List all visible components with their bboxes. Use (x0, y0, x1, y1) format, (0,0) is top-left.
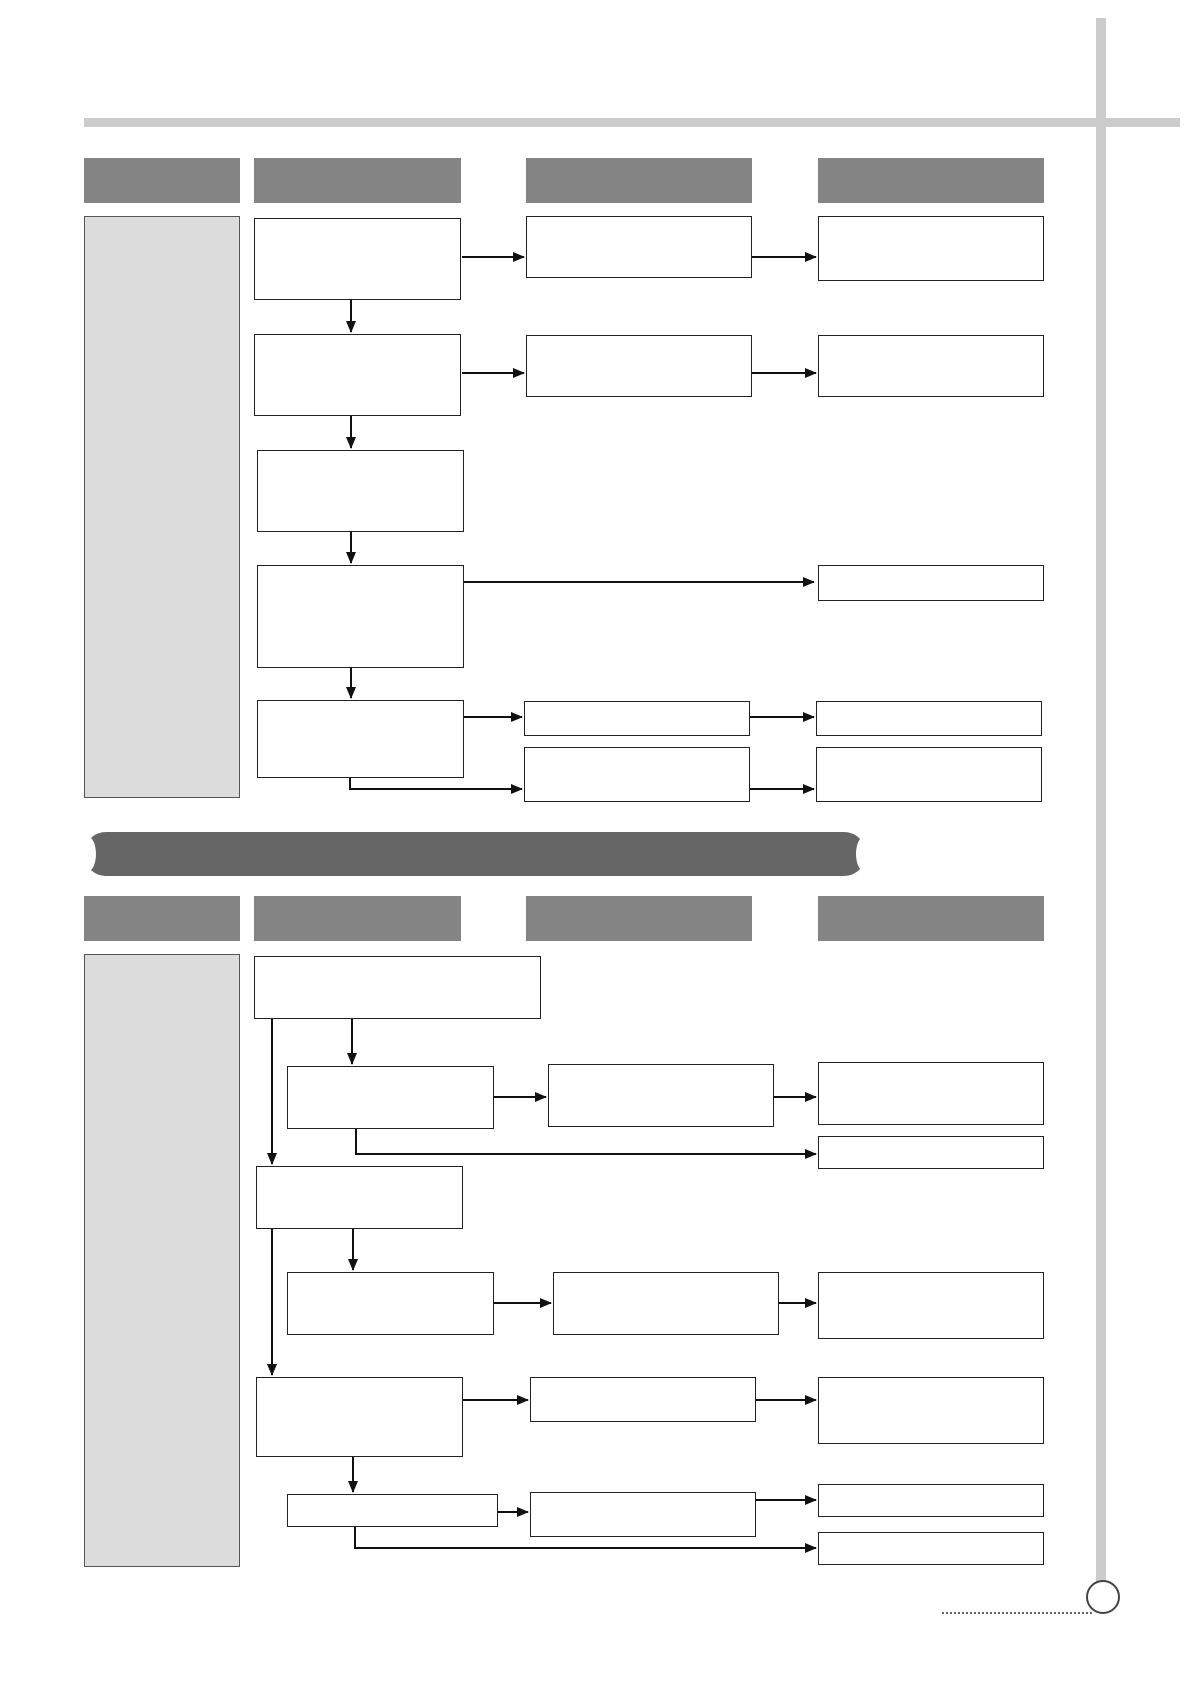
page-number-leader (942, 1612, 1092, 1614)
arrow (356, 1129, 816, 1154)
page-number-badge (1086, 1580, 1120, 1614)
arrow (350, 778, 522, 789)
arrow (355, 1527, 816, 1548)
